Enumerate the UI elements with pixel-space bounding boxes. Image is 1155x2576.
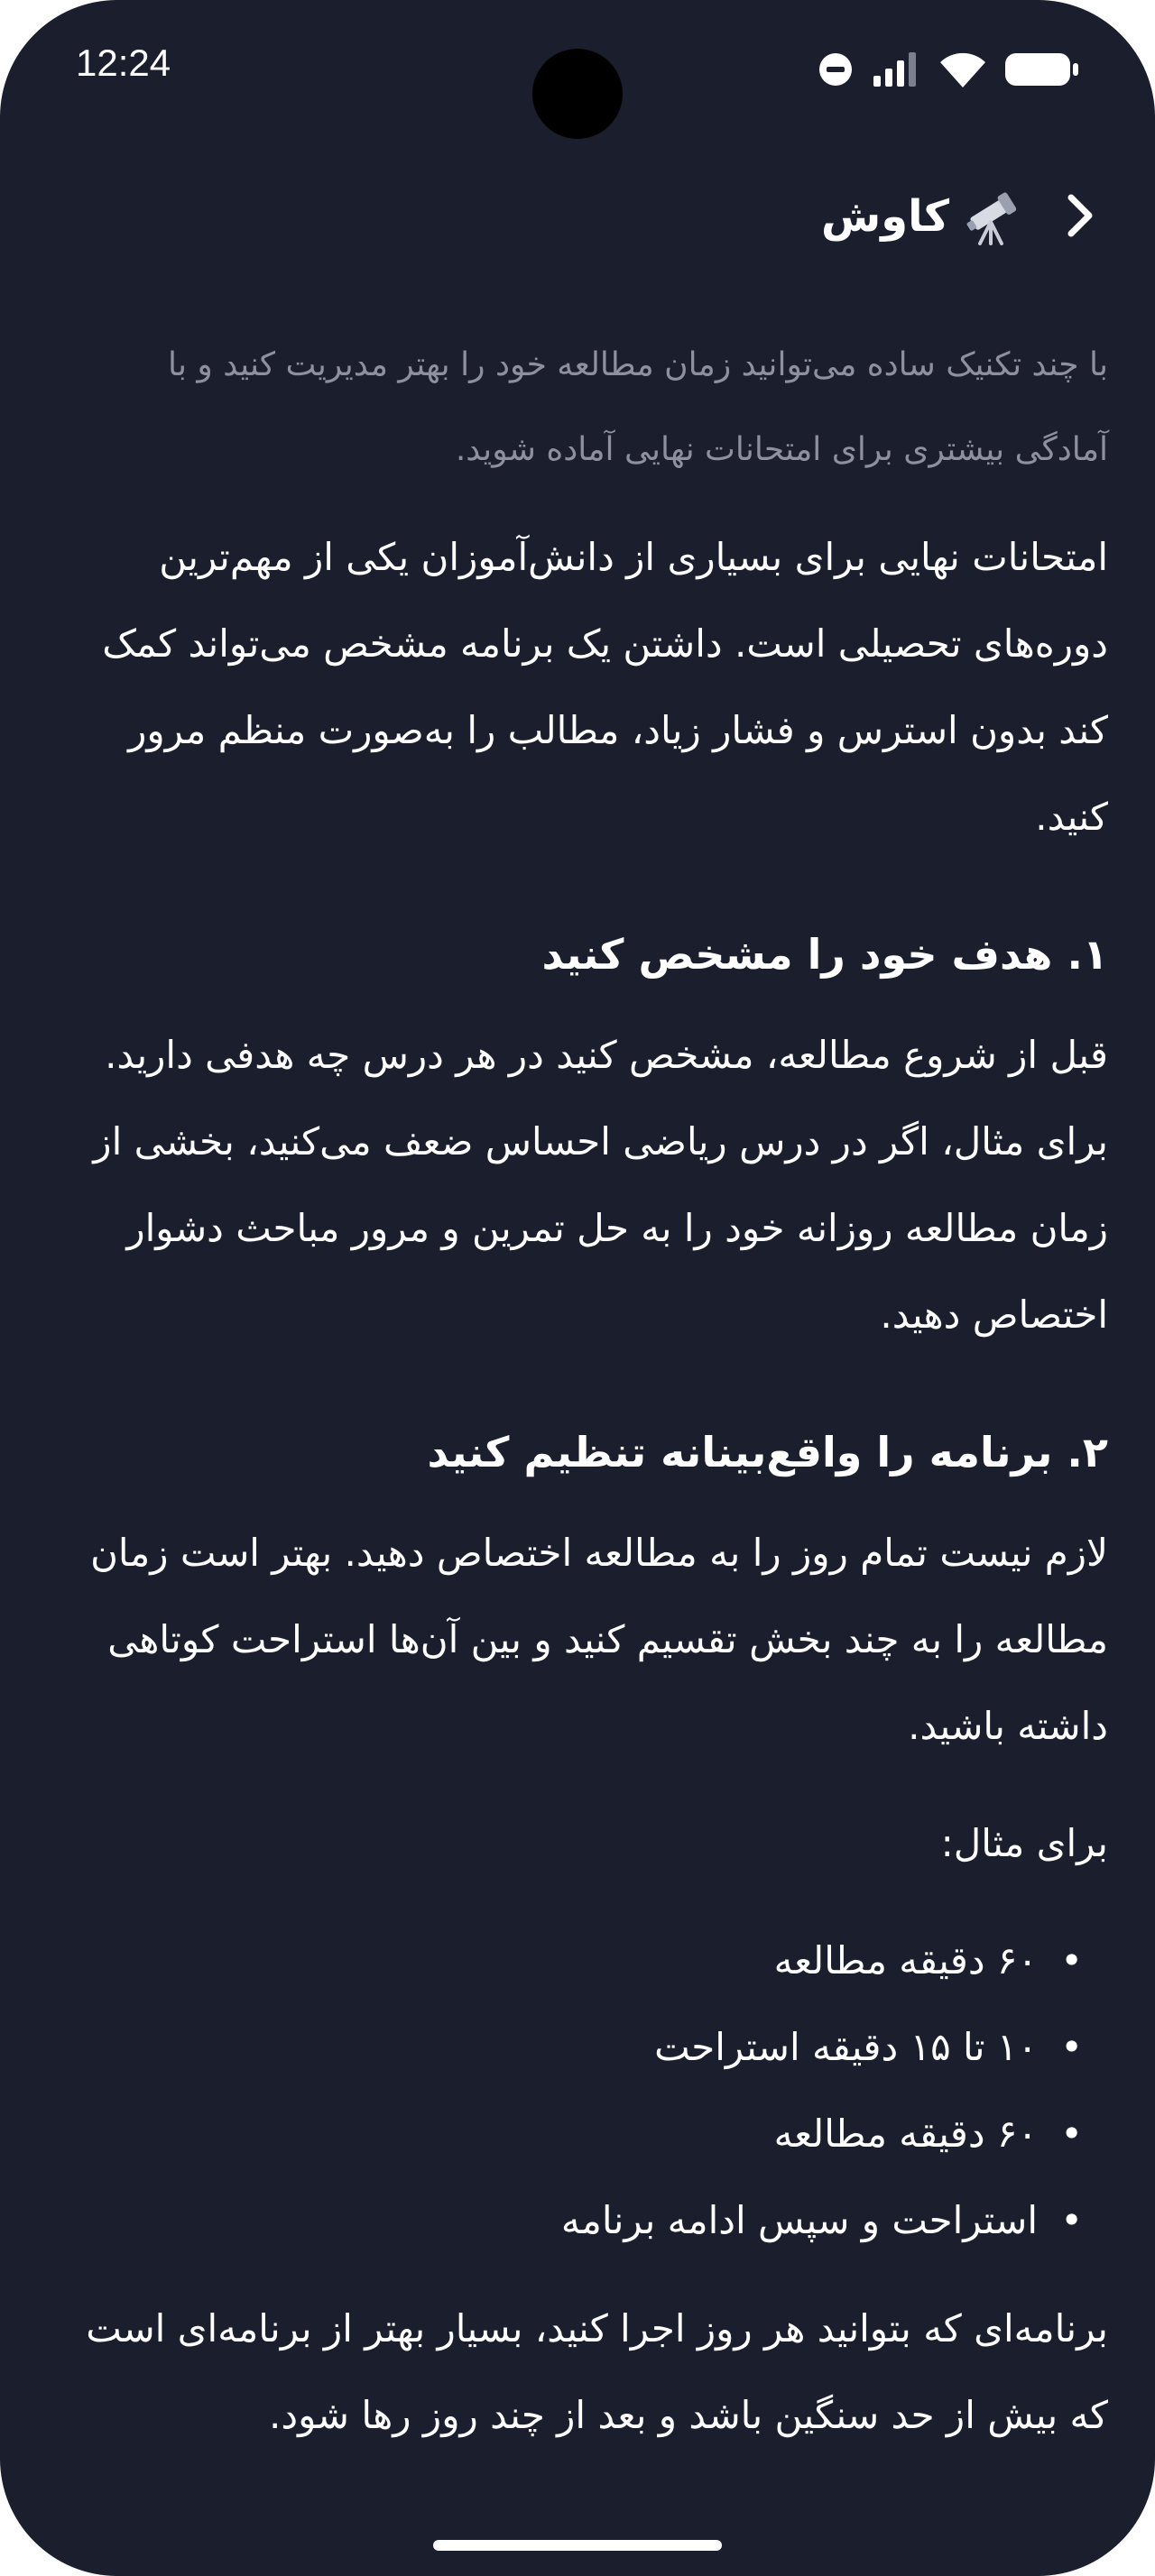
bullet-icon: • bbox=[1060, 2025, 1083, 2069]
list-item-text: ۶۰ دقیقه مطالعه bbox=[773, 2111, 1038, 2156]
article-lead-line-2: آمادگی بیشتری برای امتحانات نهایی آماده شوید. bbox=[455, 431, 1108, 468]
app-title: کاوش bbox=[821, 191, 950, 242]
section-2-heading: ۲. برنامه را واقع‌بینانه تنظیم کنید bbox=[427, 1428, 1108, 1477]
status-time: 12:24 bbox=[76, 41, 171, 84]
telescope-icon bbox=[964, 188, 1021, 245]
section-1-heading: ۱. هدف خود را مشخص کنید bbox=[541, 930, 1108, 979]
do-not-disturb-icon bbox=[818, 51, 854, 87]
list-item bbox=[47, 1918, 1108, 2004]
status-bar bbox=[0, 0, 1155, 135]
list-item-text: استراحت و سپس ادامه برنامه bbox=[560, 2198, 1038, 2242]
section-1-body: قبل از شروع مطالعه، مشخص کنید در هر درس چه هدفی دارید. برای مثال، اگر در درس ریاضی احساس ضعف می‌کنید، بخشی از زمان مطالعه روزانه خود را به حل تمرین و مرور مباحث دشوار اختصاص دهید. bbox=[93, 1033, 1108, 1337]
wifi-icon bbox=[940, 51, 985, 87]
article-closing: برنامه‌ای که بتوانید هر روز اجرا کنید، بسیار بهتر از برنامه‌ای است که بیش از حد سنگین باشد و بعد از چند روز رها شود. bbox=[86, 2306, 1108, 2437]
list-item-text: ۱۰ تا ۱۵ دقیقه استراحت bbox=[654, 2025, 1038, 2069]
app-header bbox=[0, 171, 1155, 253]
status-icons bbox=[818, 47, 1079, 92]
bullet-icon: • bbox=[1060, 1938, 1083, 1983]
list-item bbox=[47, 2091, 1108, 2177]
list-item bbox=[47, 2004, 1108, 2091]
list-item bbox=[47, 2177, 1108, 2264]
article-content bbox=[47, 323, 1108, 2459]
article-intro: امتحانات نهایی برای بسیاری از دانش‌آموزان یکی از مهم‌ترین دوره‌های تحصیلی است. داشتن یک برنامه مشخص می‌تواند کمک کند بدون استرس و فشار زیاد، مطالب را به‌صورت منظم مرور کنید. bbox=[102, 535, 1108, 839]
home-indicator[interactable] bbox=[433, 2540, 722, 2551]
section-2-body: لازم نیست تمام روز را به مطالعه اختصاص دهید. بهتر است زمان مطالعه را به چند بخش تقسیم کنید و بین آن‌ها استراحت کوتاهی داشته باشید. bbox=[90, 1531, 1108, 1748]
bullet-icon: • bbox=[1060, 2111, 1083, 2156]
app-brand[interactable] bbox=[821, 180, 1021, 253]
list-item-text: ۶۰ دقیقه مطالعه bbox=[773, 1938, 1038, 1983]
article-lead bbox=[47, 323, 1108, 492]
article-lead-line-1: با چند تکنیک ساده می‌توانید زمان مطالعه خود را بهتر مدیریت کنید و با bbox=[168, 346, 1108, 383]
example-label: برای مثال: bbox=[940, 1821, 1108, 1865]
signal-icon bbox=[873, 52, 920, 87]
example-list bbox=[47, 1918, 1108, 2264]
camera-cutout bbox=[532, 49, 623, 139]
back-button[interactable] bbox=[1049, 184, 1112, 247]
battery-icon bbox=[1005, 51, 1079, 87]
bullet-icon: • bbox=[1060, 2198, 1083, 2242]
chevron-right-icon bbox=[1062, 192, 1098, 239]
